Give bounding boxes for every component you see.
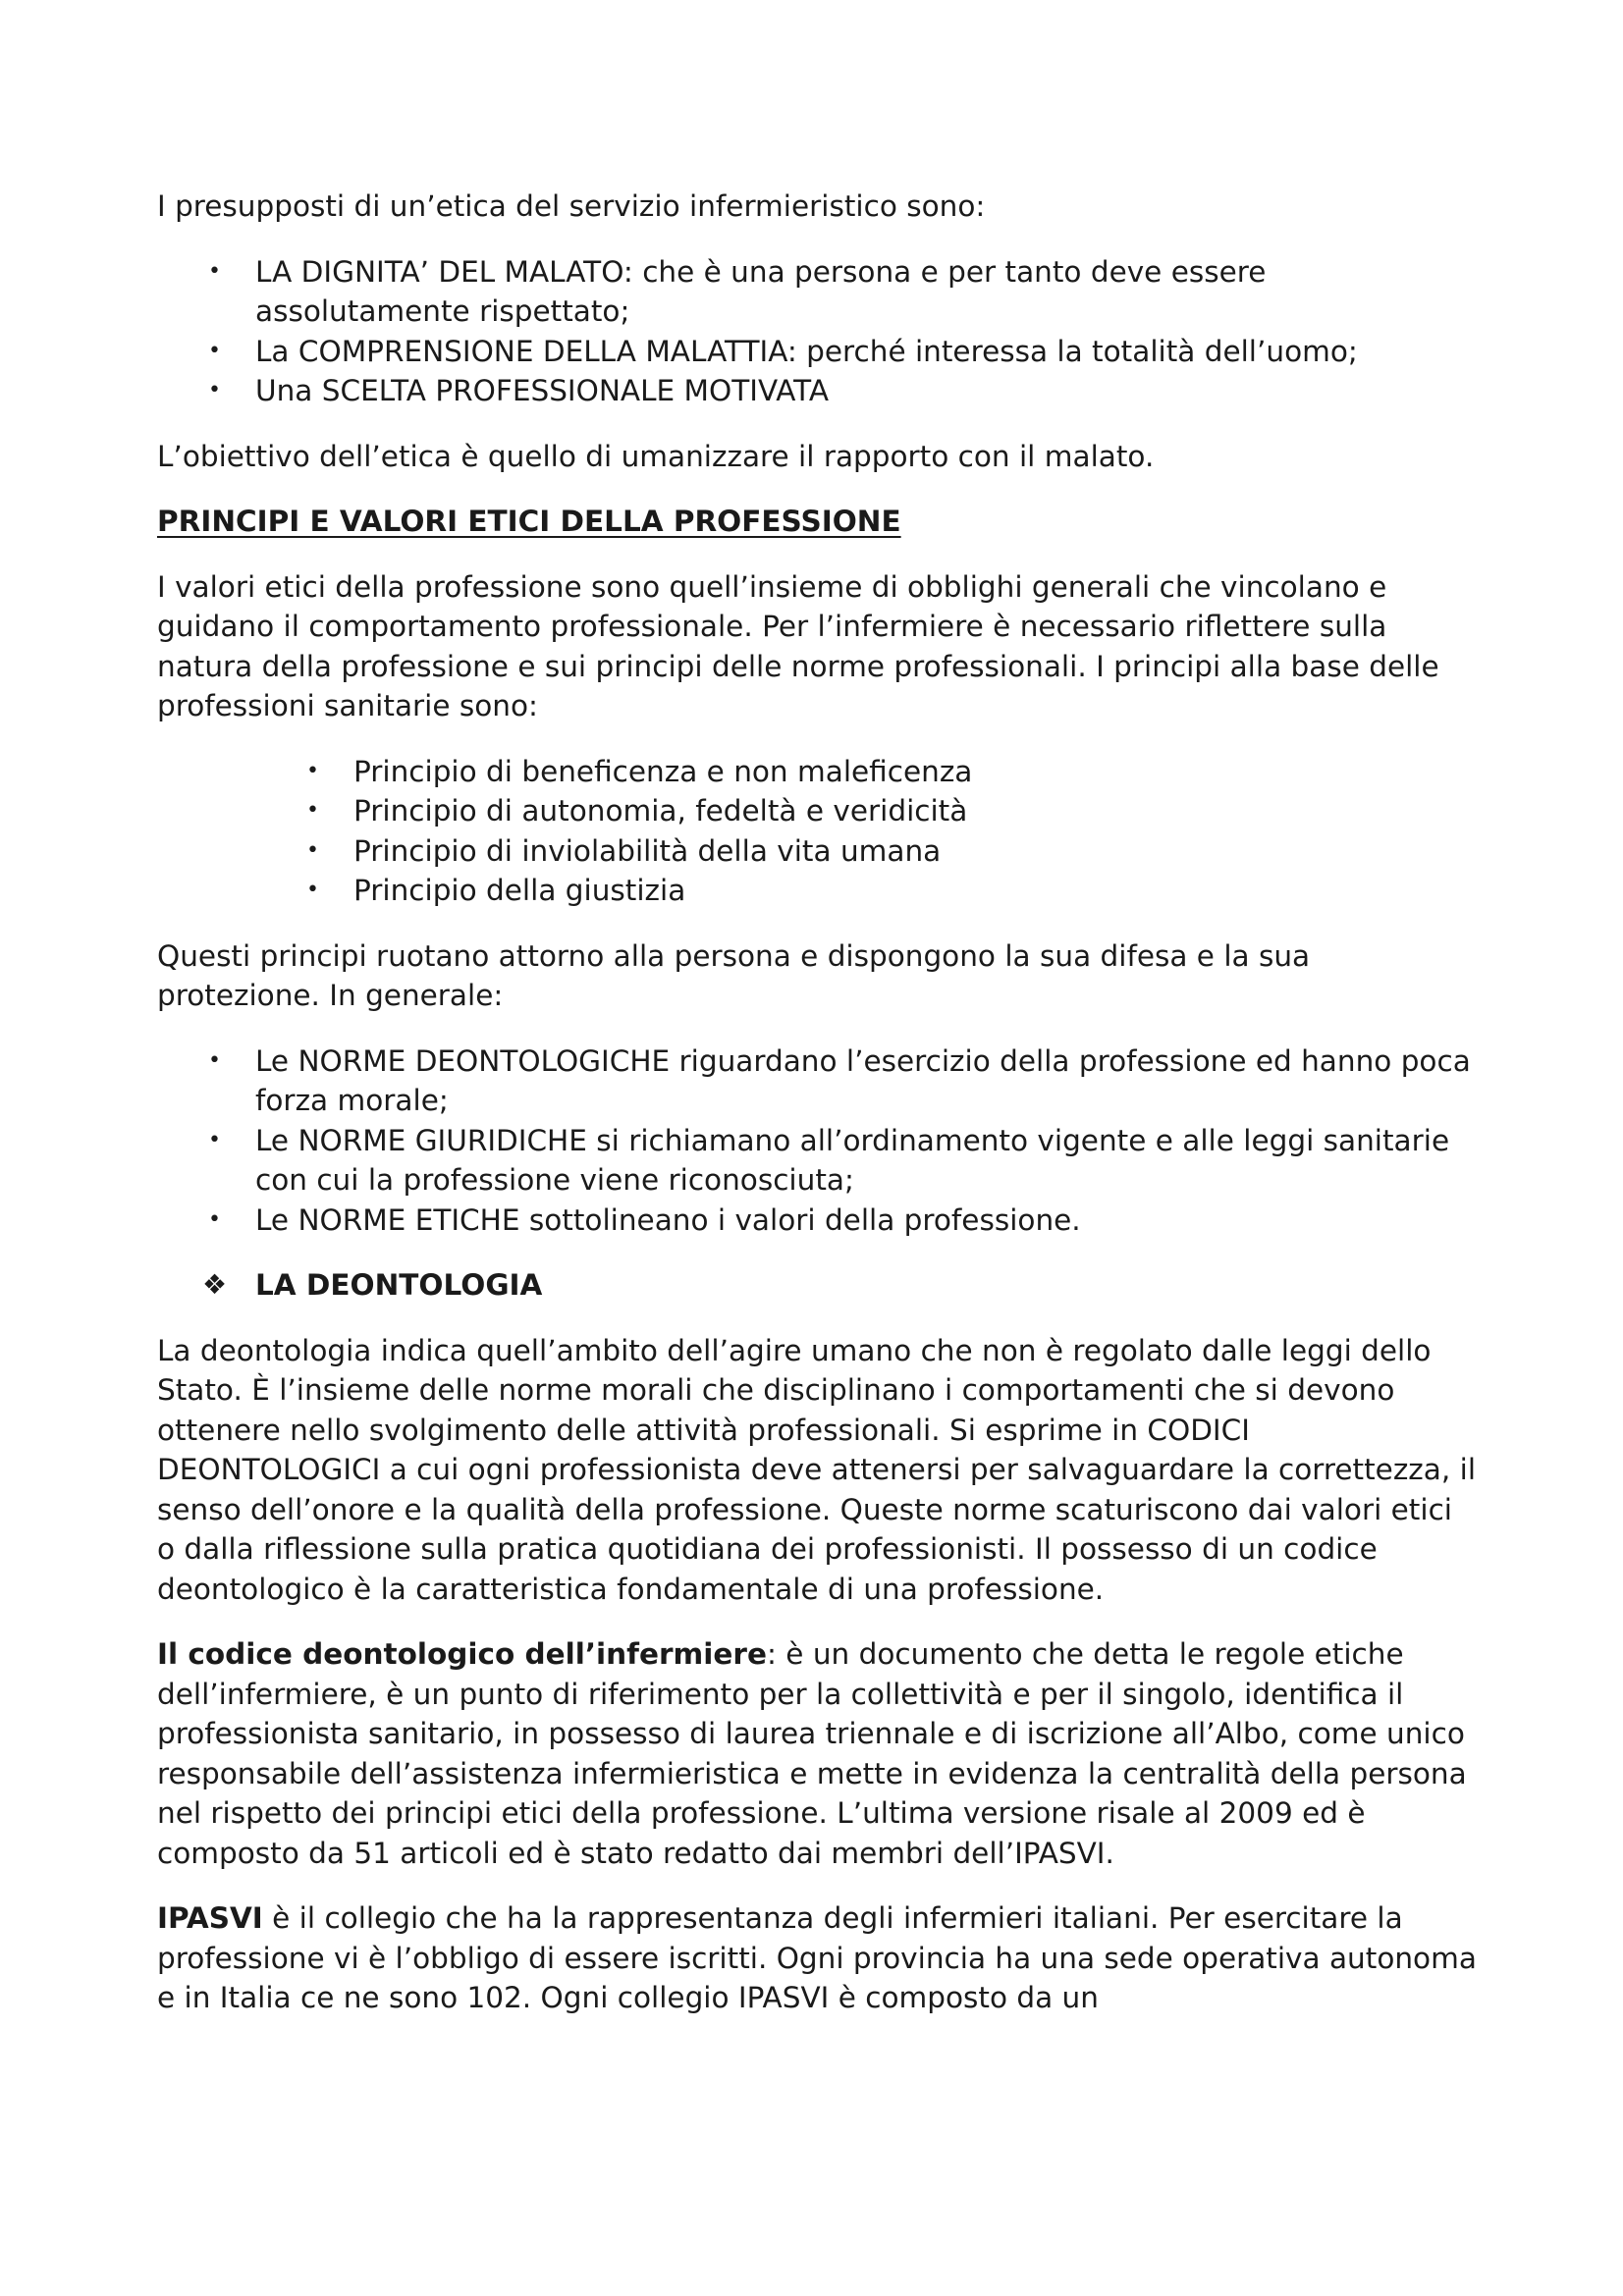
codice-paragraph: [157, 1634, 1478, 1873]
bullet-icon: •: [306, 758, 319, 783]
bullet-icon: •: [208, 1127, 221, 1152]
bullet-icon: •: [306, 837, 319, 863]
list-item: • Una SCELTA PROFESSIONALE MOTIVATA: [157, 371, 1478, 411]
norme-list: [157, 1041, 1478, 1241]
list-item: • Principio di autonomia, fedeltà e veridicità: [157, 791, 1478, 831]
list-item: • Le NORME ETICHE sottolineano i valori della professione.: [157, 1201, 1478, 1241]
valori-paragraph: I valori etici della professione sono quell’insieme di obblighi generali che vincolano e guidano il comportamento professionale. Per l’infermiere è necessario riflettere sulla natura della professione e sui principi delle norme professionali. I principi alla base delle professioni sanitarie sono:: [157, 569, 1439, 722]
deontologia-paragraph: La deontologia indica quell’ambito dell’agire umano che non è regolato dalle leggi dello Stato. È l’insieme delle norme morali che disciplinano i comportamenti che si devono ottenere nello svolgimento delle attività professionali. Si esprime in CODICI DEONTOLOGICI a cui ogni professionista deve attenersi per salvaguardare la correttezza, il senso dell’onore e la qualità della professione. Queste norme scaturiscono dai valori etici o dalla riflessione sulla pratica quotidiana dei professionisti. Il possesso di un codice deontologico è la caratteristica fondamentale di una professione.: [157, 1333, 1477, 1606]
list-item: • Principio di inviolabilità della vita umana: [157, 831, 1478, 872]
list-item: • Principio di beneficenza e non maleficenza: [157, 752, 1478, 792]
section-heading-principi: PRINCIPI E VALORI ETICI DELLA PROFESSIONE: [157, 505, 901, 538]
bullet-icon: •: [208, 338, 221, 363]
bullet-icon: •: [208, 1047, 221, 1073]
diamond-bullet-icon: ❖: [202, 1268, 228, 1301]
list-item: • La COMPRENSIONE DELLA MALATTIA: perché interessa la totalità dell’uomo;: [157, 332, 1478, 372]
codice-text: : è un documento che detta le regole etiche dell’infermiere, è un punto di riferimento per la collettività e per il singolo, identifica il professionista sanitario, in possesso di laurea triennale e di iscrizione all’Albo, come unico responsabile dell’assistenza infermieristica e mette in evidenza la centralità della persona nel rispetto dei principi etici della professione. L’ultima versione risale al 2009 ed è composto da 51 articoli ed è stato redatto dai membri dell’IPASVI.: [157, 1637, 1467, 1870]
principi-followup-paragraph: Questi principi ruotano attorno alla persona e dispongono la sua difesa e la sua protezione. In generale:: [157, 938, 1311, 1012]
bullet-icon: •: [208, 1206, 221, 1232]
ipasvi-text: è il collegio che ha la rappresentanza degli infermieri italiani. Per esercitare la professione vi è l’obbligo di essere iscritti. Ogni provincia ha una sede operativa autonoma e in Italia ce ne sono 102. Ogni collegio IPASVI è composto da un: [157, 1901, 1477, 2014]
bullet-icon: •: [306, 798, 319, 823]
document-page: [157, 187, 1478, 2018]
list-item: • Le NORME GIURIDICHE si richiamano all’ordinamento vigente e alle leggi sanitarie con cui la professione viene riconosciuta;: [157, 1121, 1478, 1201]
presupposti-list: [157, 252, 1478, 411]
principi-list: [157, 752, 1478, 911]
list-item: • Principio della giustizia: [157, 871, 1478, 911]
bullet-icon: •: [306, 878, 319, 902]
list-item: • Le NORME DEONTOLOGICHE riguardano l’esercizio della professione ed hanno poca forza morale;: [157, 1041, 1478, 1121]
ipasvi-paragraph: [157, 1898, 1478, 2018]
section-heading-text: LA DEONTOLOGIA: [255, 1268, 543, 1302]
bullet-icon: •: [208, 258, 221, 284]
section-heading-deontologia: [157, 1265, 1478, 1306]
intro-paragraph: I presupposti di un’etica del servizio infermieristico sono:: [157, 189, 986, 223]
codice-term: Il codice deontologico dell’infermiere: [157, 1637, 767, 1671]
obiettivo-paragraph: L’obiettivo dell’etica è quello di umanizzare il rapporto con il malato.: [157, 439, 1155, 473]
ipasvi-term: IPASVI: [157, 1901, 263, 1935]
list-item: • LA DIGNITA’ DEL MALATO: che è una persona e per tanto deve essere assolutamente rispettato;: [157, 252, 1478, 332]
bullet-icon: •: [208, 378, 221, 402]
